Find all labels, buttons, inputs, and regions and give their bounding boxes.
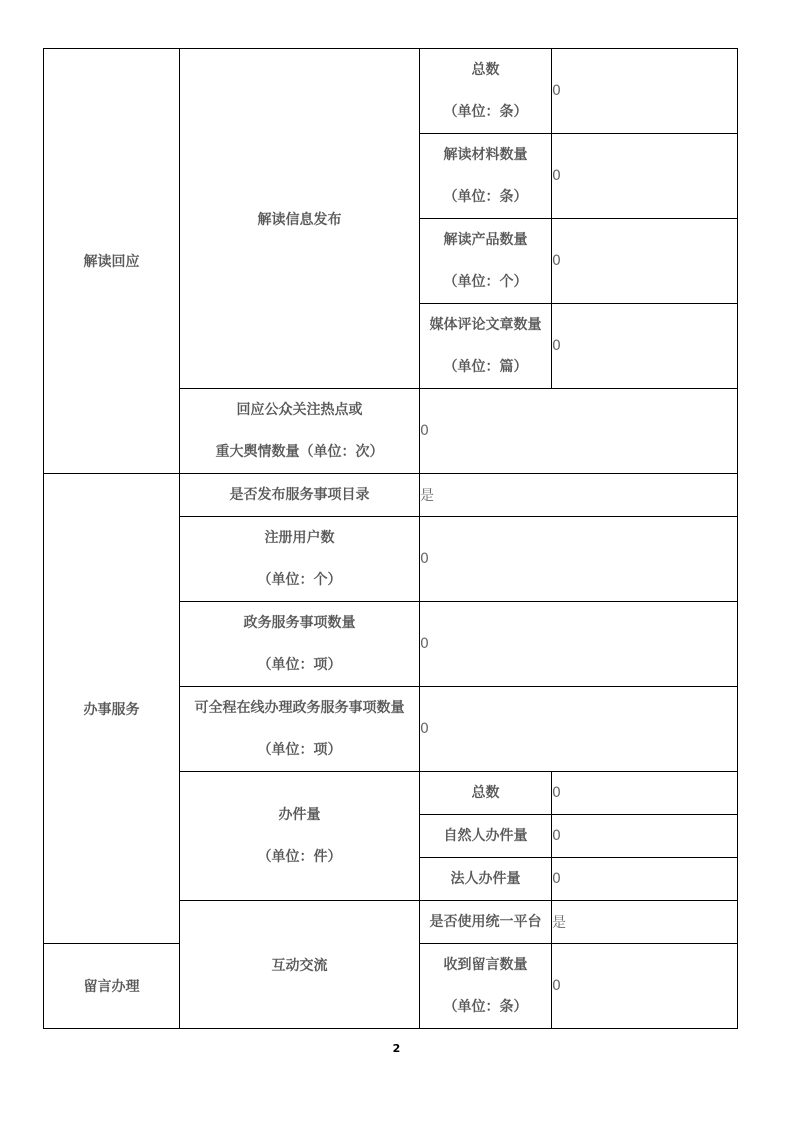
interp-total-label: 总数 （单位：条） <box>420 49 552 134</box>
catalog-label: 是否发布服务事项目录 <box>180 474 420 517</box>
interp-materials-value: 0 <box>552 134 738 219</box>
volume-legal-value: 0 <box>552 858 738 901</box>
volume-natural-label: 自然人办件量 <box>420 815 552 858</box>
volume-legal-label: 法人办件量 <box>420 858 552 901</box>
response-label: 回应公众关注热点或 重大舆情数量（单位：次） <box>180 389 420 474</box>
response-value: 0 <box>420 389 738 474</box>
catalog-value: 是 <box>420 474 738 517</box>
interp-products-value: 0 <box>552 219 738 304</box>
messages-count-value: 0 <box>552 944 738 1029</box>
category-interpretation: 解读回应 <box>44 49 180 474</box>
messages-count-label: 收到留言数量 （单位：条） <box>420 944 552 1029</box>
category-interaction: 互动交流 <box>180 901 420 1029</box>
interp-media-value: 0 <box>552 304 738 389</box>
volume-total-label: 总数 <box>420 772 552 815</box>
interpretation-publish-label: 解读信息发布 <box>180 49 420 389</box>
platform-label: 是否使用统一平台 <box>420 901 552 944</box>
volume-label: 办件量 （单位：件） <box>180 772 420 901</box>
interp-media-label: 媒体评论文章数量 （单位：篇） <box>420 304 552 389</box>
users-value: 0 <box>420 517 738 602</box>
messages-label: 留言办理 <box>44 944 180 1029</box>
online-items-label: 可全程在线办理政务服务事项数量 （单位：项） <box>180 687 420 772</box>
volume-total-value: 0 <box>552 772 738 815</box>
platform-value: 是 <box>552 901 738 944</box>
interp-materials-label: 解读材料数量 （单位：条） <box>420 134 552 219</box>
interp-total-value: 0 <box>552 49 738 134</box>
online-items-value: 0 <box>420 687 738 772</box>
category-services: 办事服务 <box>44 474 180 944</box>
page-number: 2 <box>392 1042 401 1055</box>
interp-products-label: 解读产品数量 （单位：个） <box>420 219 552 304</box>
report-table <box>43 48 738 1029</box>
volume-natural-value: 0 <box>552 815 738 858</box>
service-items-label: 政务服务事项数量 （单位：项） <box>180 602 420 687</box>
service-items-value: 0 <box>420 602 738 687</box>
users-label: 注册用户数 （单位：个） <box>180 517 420 602</box>
